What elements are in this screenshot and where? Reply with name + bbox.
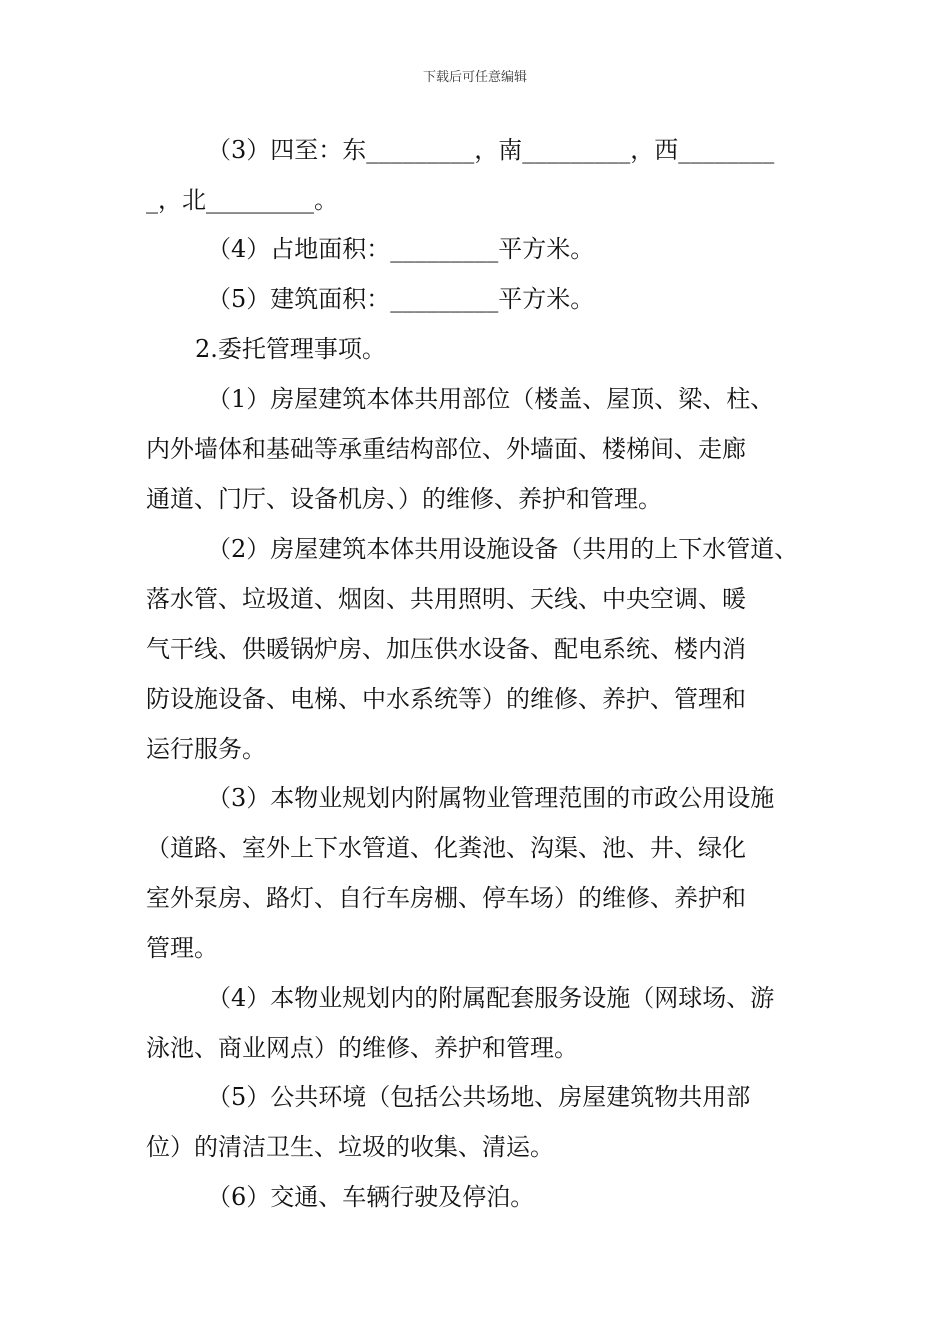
section-heading: 2.委托管理事项。	[195, 335, 386, 363]
paragraph-line: 通道、门厅、设备机房、）的维修、养护和管理。	[146, 485, 662, 513]
paragraph-line: （3）本物业规划内附属物业管理范围的市政公用设施	[207, 784, 775, 812]
paragraph-line: （4）本物业规划内的附属配套服务设施（网球场、游	[207, 984, 775, 1012]
paragraph-line: 管理。	[146, 934, 218, 962]
paragraph-line: 气干线、供暖锅炉房、加压供水设备、配电系统、楼内消	[146, 635, 746, 663]
land-area-line: （4）占地面积：_________平方米。	[207, 235, 595, 263]
paragraph-line: 室外泵房、路灯、自行车房棚、停车场）的维修、养护和	[146, 884, 746, 912]
paragraph-line: （2）房屋建筑本体共用设施设备（共用的上下水管道、	[207, 535, 799, 563]
boundaries-line-2: _，北_________。	[146, 186, 338, 214]
paragraph-line: 防设施设备、电梯、中水系统等）的维修、养护、管理和	[146, 685, 746, 713]
page-header: 下载后可任意编辑	[422, 70, 527, 85]
paragraph-line: （1）房屋建筑本体共用部位（楼盖、屋顶、梁、柱、	[207, 385, 775, 413]
paragraph-line: 运行服务。	[146, 735, 266, 763]
paragraph-line: 内外墙体和基础等承重结构部位、外墙面、楼梯间、走廊	[146, 435, 746, 463]
paragraph-line: 位）的清洁卫生、垃圾的收集、清运。	[146, 1133, 554, 1161]
building-area-line: （5）建筑面积：_________平方米。	[207, 285, 595, 313]
paragraph-line: 泳池、商业网点）的维修、养护和管理。	[146, 1034, 578, 1062]
boundaries-line-1: （3）四至：东_________，南_________，西________	[207, 136, 775, 164]
paragraph-line: （5）公共环境（包括公共场地、房屋建筑物共用部	[207, 1083, 751, 1111]
paragraph-line: （道路、室外上下水管道、化粪池、沟渠、池、井、绿化	[146, 834, 746, 862]
paragraph-line: 落水管、垃圾道、烟囱、共用照明、天线、中央空调、暖	[146, 585, 746, 613]
paragraph-line: （6）交通、车辆行驶及停泊。	[207, 1183, 535, 1211]
